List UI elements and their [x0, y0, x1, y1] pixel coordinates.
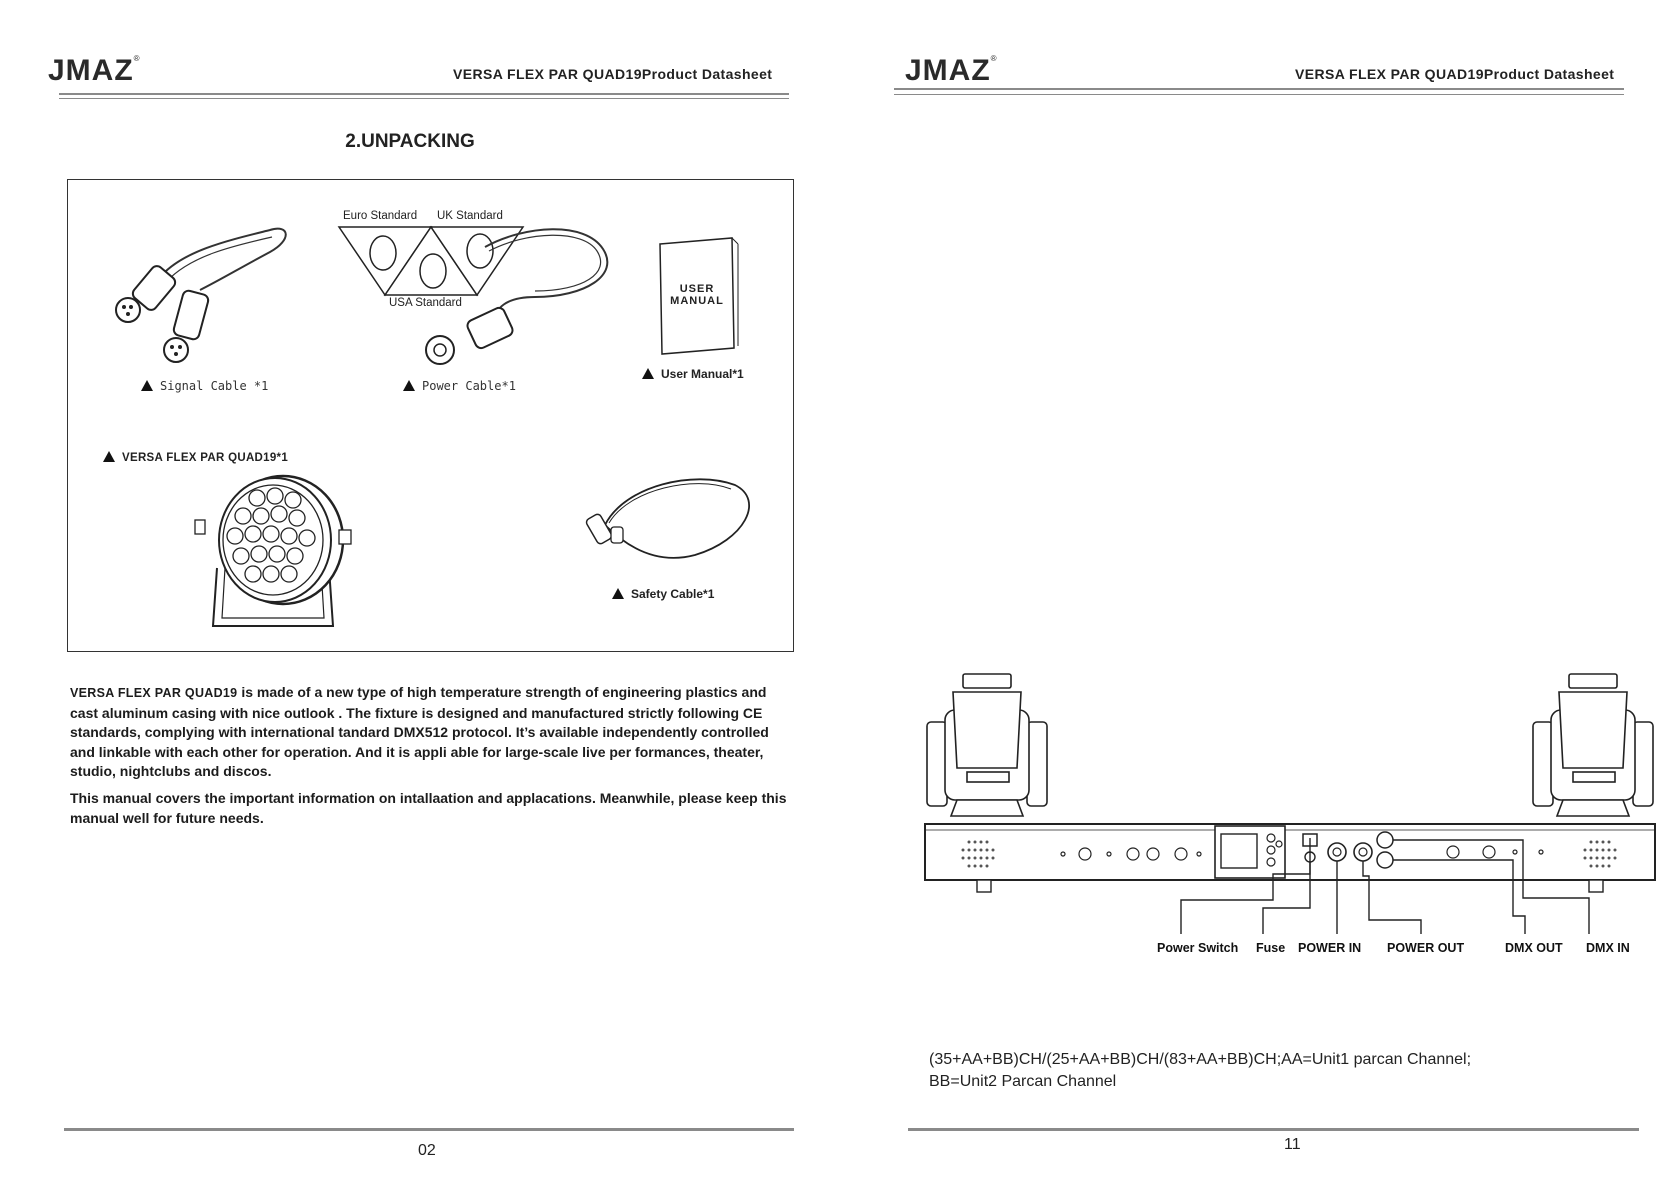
- header-rule: [59, 93, 789, 95]
- footer-rule: [908, 1128, 1639, 1131]
- user-manual-caption: User Manual*1: [642, 367, 744, 381]
- power-in-label: POWER IN: [1298, 941, 1362, 955]
- product-name: VERSA FLEX PAR QUAD19: [70, 686, 238, 700]
- uk-standard-label: UK Standard: [437, 210, 503, 222]
- header-title: VERSA FLEX PAR QUAD19Product Datasheet: [1295, 66, 1615, 82]
- page-number: 02: [418, 1142, 436, 1159]
- triangle-bullet-icon: [141, 380, 153, 391]
- manual-cover-text: USER MANUAL: [670, 283, 724, 307]
- power-cable-illustration: [335, 225, 620, 375]
- channel-note-line1: (35+AA+BB)CH/(25+AA+BB)CH/(83+AA+BB)CH;AA=Unit1 parcan Channel;: [929, 1051, 1472, 1068]
- euro-standard-label: Euro Standard: [343, 210, 418, 222]
- triangle-bullet-icon: [403, 380, 415, 391]
- twin-head-bar-diagram: [923, 672, 1659, 952]
- registered-mark: ®: [133, 54, 141, 63]
- jmaz-logo: [905, 54, 998, 88]
- logo-text: JMAZ: [905, 54, 991, 87]
- fixture-caption: VERSA FLEX PAR QUAD19*1: [103, 451, 288, 464]
- safety-cable-illustration: [585, 465, 755, 565]
- registered-mark: ®: [990, 54, 998, 63]
- power-cable-caption: Power Cable*1: [403, 379, 516, 393]
- header-title: VERSA FLEX PAR QUAD19Product Datasheet: [453, 66, 773, 82]
- section-title: 2.UNPACKING: [345, 131, 475, 152]
- footer-rule: [64, 1128, 794, 1131]
- channel-note: [929, 1049, 1629, 1093]
- usa-standard-label: USA Standard: [389, 297, 462, 309]
- par-fixture-illustration: [195, 468, 355, 638]
- dmx-out-label: DMX OUT: [1505, 941, 1563, 955]
- safety-cable-caption: Safety Cable*1: [612, 587, 714, 601]
- fuse-label: Fuse: [1256, 941, 1286, 955]
- triangle-bullet-icon: [612, 588, 624, 599]
- logo-text: JMAZ: [48, 54, 134, 87]
- header-rule: [894, 88, 1624, 90]
- dmx-in-label: DMX IN: [1586, 941, 1630, 955]
- signal-cable-illustration: [100, 210, 300, 375]
- header-rule-thin: [59, 98, 789, 99]
- manual-note-paragraph: This manual covers the important information on intallaation and applacations. Meanwhile, please keep this manual well for future needs.: [70, 790, 787, 826]
- triangle-bullet-icon: [103, 451, 115, 462]
- intro-paragraph-text: is made of a new type of high temperature strength of engineering plastics and cast aluminum casing with nice outlook . The fixture is designed and manufactured strictly following CE standards, complying with international tandard DMX512 protocol. It’s available independently controlled and linkable with each other for operation. And it is appli able for large-scale live per formances, theater, studio, nightclubs and discos.: [70, 684, 769, 779]
- page-number: 11: [1284, 1136, 1301, 1153]
- channel-note-line2: BB=Unit2 Parcan Channel: [929, 1073, 1117, 1090]
- signal-cable-caption: Signal Cable *1: [141, 379, 268, 393]
- power-out-label: POWER OUT: [1387, 941, 1465, 955]
- intro-paragraph: [70, 683, 790, 782]
- right-page: [839, 0, 1678, 1190]
- power-switch-label: Power Switch: [1157, 941, 1239, 955]
- triangle-bullet-icon: [642, 368, 654, 379]
- header-rule-thin: [894, 94, 1624, 95]
- jmaz-logo: [48, 54, 141, 88]
